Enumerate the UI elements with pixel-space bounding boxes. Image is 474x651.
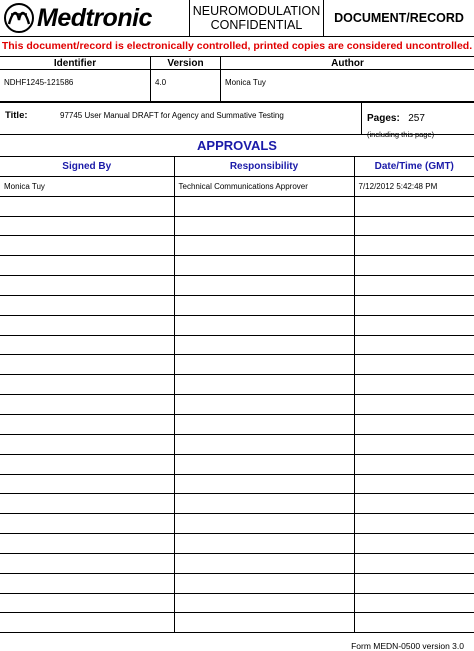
identifier-header: Identifier [0, 57, 151, 69]
empty-cell [174, 295, 354, 315]
empty-table-row [0, 375, 474, 395]
empty-cell [174, 494, 354, 514]
empty-cell [0, 276, 174, 296]
empty-cell [174, 236, 354, 256]
empty-cell [0, 553, 174, 573]
pages-label: Pages: [367, 113, 400, 124]
empty-cell [0, 236, 174, 256]
brand-name: Medtronic [37, 3, 152, 32]
pages-cell [362, 102, 474, 139]
empty-cell [354, 375, 474, 395]
empty-table-row [0, 454, 474, 474]
empty-cell [174, 216, 354, 236]
empty-cell [354, 553, 474, 573]
empty-cell [174, 315, 354, 335]
form-version-footer: Form MEDN-0500 version 3.0 [351, 641, 464, 651]
empty-cell [354, 295, 474, 315]
empty-table-row [0, 276, 474, 296]
empty-cell [0, 474, 174, 494]
empty-cell [0, 593, 174, 613]
title-label: Title: [5, 110, 28, 121]
responsibility-cell: Technical Communications Approver [174, 176, 354, 196]
empty-table-row [0, 236, 474, 256]
table-row [0, 176, 474, 196]
empty-cell [354, 434, 474, 454]
responsibility-header: Responsibility [174, 157, 354, 177]
empty-cell [174, 613, 354, 633]
empty-cell [0, 534, 174, 554]
title-value: 97745 User Manual DRAFT for Agency and Summative Testing [60, 111, 284, 120]
signed-by-header: Signed By [0, 157, 174, 177]
approvals-header-row [0, 157, 474, 177]
empty-cell [174, 434, 354, 454]
empty-cell [0, 454, 174, 474]
empty-table-row [0, 613, 474, 633]
empty-table-row [0, 295, 474, 315]
empty-cell [354, 196, 474, 216]
control-notice: This document/record is electronically controlled, printed copies are considered uncontrolled. [0, 36, 474, 57]
empty-table-row [0, 256, 474, 276]
empty-cell [354, 276, 474, 296]
identifier-value: NDHF1245-121586 [0, 70, 151, 102]
empty-table-row [0, 315, 474, 335]
empty-table-row [0, 573, 474, 593]
empty-cell [0, 375, 174, 395]
empty-cell [354, 236, 474, 256]
title-cell [0, 102, 362, 134]
medtronic-logo-icon [3, 2, 35, 34]
empty-table-row [0, 395, 474, 415]
empty-cell [354, 494, 474, 514]
empty-cell [354, 395, 474, 415]
empty-cell [354, 534, 474, 554]
empty-cell [354, 573, 474, 593]
empty-cell [174, 553, 354, 573]
empty-table-row [0, 196, 474, 216]
empty-cell [174, 573, 354, 593]
empty-cell [354, 593, 474, 613]
empty-cell [174, 375, 354, 395]
empty-cell [354, 315, 474, 335]
empty-cell [174, 514, 354, 534]
empty-cell [354, 355, 474, 375]
empty-table-row [0, 553, 474, 573]
empty-cell [0, 315, 174, 335]
signed-by-cell: Monica Tuy [0, 176, 174, 196]
empty-cell [0, 216, 174, 236]
datetime-cell: 7/12/2012 5:42:48 PM [354, 176, 474, 196]
empty-cell [0, 434, 174, 454]
document-header [0, 0, 474, 37]
empty-cell [354, 474, 474, 494]
empty-cell [354, 216, 474, 236]
author-header: Author [331, 57, 364, 69]
empty-cell [354, 454, 474, 474]
empty-cell [0, 494, 174, 514]
empty-table-row [0, 335, 474, 355]
approvals-table [0, 156, 474, 633]
empty-table-row [0, 414, 474, 434]
empty-cell [0, 295, 174, 315]
id-table-row [0, 70, 474, 103]
datetime-header: Date/Time (GMT) [354, 157, 474, 177]
empty-cell [174, 196, 354, 216]
document-type-label: DOCUMENT/RECORD [334, 11, 464, 25]
empty-cell [0, 355, 174, 375]
id-table-header [0, 57, 474, 70]
empty-cell [174, 534, 354, 554]
empty-cell [354, 613, 474, 633]
empty-cell [0, 395, 174, 415]
empty-cell [174, 355, 354, 375]
classification-label: NEUROMODULATION CONFIDENTIAL [190, 0, 324, 36]
approvals-body [0, 176, 474, 632]
empty-cell [0, 573, 174, 593]
empty-table-row [0, 514, 474, 534]
empty-table-row [0, 355, 474, 375]
empty-cell [174, 414, 354, 434]
empty-cell [174, 395, 354, 415]
empty-cell [174, 454, 354, 474]
pages-note: (including this page) [367, 130, 435, 139]
version-value: 4.0 [151, 70, 221, 102]
brand-logo [0, 0, 190, 36]
empty-cell [0, 613, 174, 633]
empty-cell [0, 414, 174, 434]
empty-cell [174, 256, 354, 276]
empty-cell [174, 335, 354, 355]
empty-table-row [0, 534, 474, 554]
empty-cell [354, 414, 474, 434]
empty-table-row [0, 434, 474, 454]
empty-table-row [0, 494, 474, 514]
empty-table-row [0, 593, 474, 613]
title-row [0, 101, 474, 139]
empty-table-row [0, 474, 474, 494]
empty-cell [0, 514, 174, 534]
empty-cell [354, 256, 474, 276]
pages-value: 257 [408, 113, 425, 124]
empty-cell [354, 514, 474, 534]
empty-cell [0, 256, 174, 276]
empty-cell [174, 474, 354, 494]
empty-cell [0, 196, 174, 216]
author-value: Monica Tuy [225, 78, 266, 87]
empty-cell [174, 593, 354, 613]
version-header: Version [151, 57, 221, 69]
approvals-heading: APPROVALS [197, 138, 277, 153]
empty-table-row [0, 216, 474, 236]
empty-cell [354, 335, 474, 355]
empty-cell [174, 276, 354, 296]
empty-cell [0, 335, 174, 355]
